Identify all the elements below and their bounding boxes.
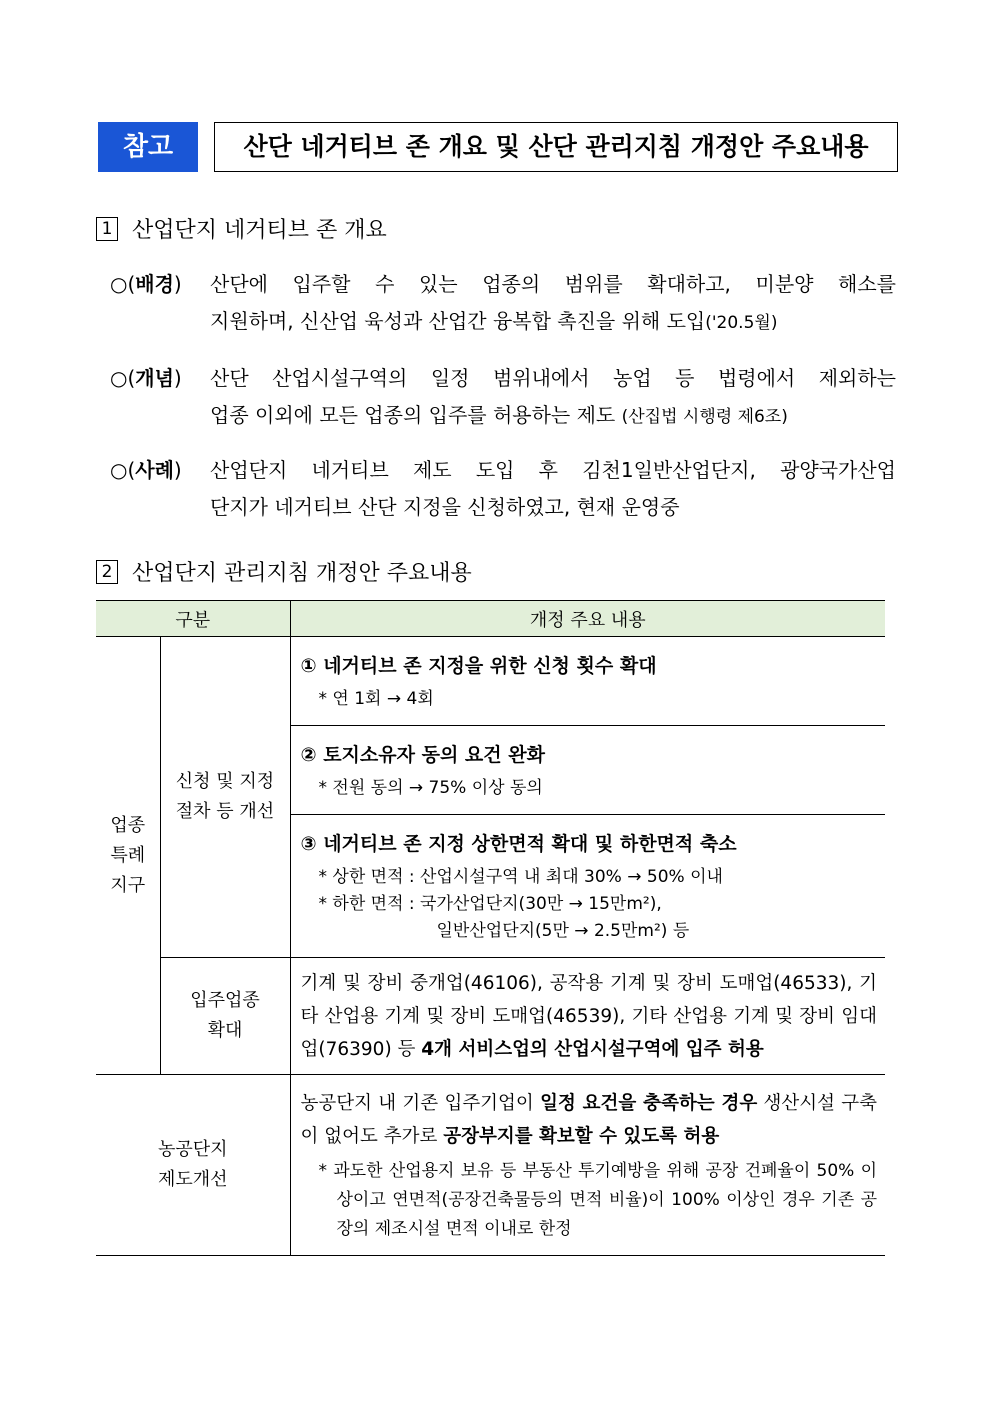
reference-badge: 참고 xyxy=(98,122,198,172)
bullet-background xyxy=(110,266,896,342)
section-2-heading xyxy=(96,556,472,587)
page-title: 산단 네거티브 존 개요 및 산단 관리지침 개정안 주요내용 xyxy=(214,122,898,172)
bullet-label: ○(사례) xyxy=(110,458,182,482)
section-number: 1 xyxy=(96,217,118,241)
header-content: 개정 주요 내용 xyxy=(290,601,885,637)
item-consent-requirement: ② 토지소유자 동의 요건 완화 * 전원 동의 → 75% 이상 동의 xyxy=(290,726,885,815)
industry-expansion-text: 기계 및 장비 중개업(46106), 공작용 기계 및 장비 도매업(46533), 기타 산업용 기계 및 장비 도매업(46539), 기타 산업용 기계 및 장비 임대업(76390) 등 4개 서비스업의 산업시설구역에 입주 허용 xyxy=(290,958,885,1075)
item-area-limit: ③ 네거티브 존 지정 상한면적 확대 및 하한면적 축소 * 상한 면적 : 산업시설구역 내 최대 30% → 50% 이내 * 하한 면적 : 국가산업단지(30만 → 15만m²), 일반산업단지(5만 → 2.5만m²) 등 xyxy=(290,815,885,958)
group-agro-industrial-label: 농공단지 제도개선 xyxy=(96,1075,290,1256)
amendment-table xyxy=(96,600,885,1256)
section-1-heading xyxy=(96,213,387,244)
bullet-text: 산단 산업시설구역의 일정 범위내에서 농업 등 법령에서 제외하는 업종 이외에 모든 업종의 입주를 허용하는 제도 (산집법 시행령 제6조) xyxy=(210,366,896,427)
sub-procedure-label: 신청 및 지정 절차 등 개선 xyxy=(160,637,290,958)
bullet-text: 산업단지 네거티브 제도 도입 후 김천1일반산업단지, 광양국가산업 단지가 네거티브 산단 지정을 신청하였고, 현재 운영중 xyxy=(210,458,896,519)
section-title: 산업단지 관리지침 개정안 주요내용 xyxy=(132,561,472,586)
agro-industrial-text: 농공단지 내 기존 입주기업이 일정 요건을 충족하는 경우 생산시설 구축이 없어도 추가로 공장부지를 확보할 수 있도록 허용 * 과도한 산업용지 보유 등 부동산 투기예방을 위해 공장 건폐율이 50% 이상이고 연면적(공장건축물등의 면적 비율)이 100% 이상인 경우 기존 공장의 제조시설 면적 이내로 한정 xyxy=(290,1075,885,1256)
bullet-text: 산단에 입주할 수 있는 업종의 범위를 확대하고, 미분양 해소를 지원하며, 신산업 육성과 산업간 융복합 촉진을 위해 도입('20.5월) xyxy=(210,272,896,333)
group-industry-zone-label: 업종 특례 지구 xyxy=(96,637,160,1075)
bullet-label: ○(개념) xyxy=(110,366,182,390)
sub-industry-expansion-label: 입주업종 확대 xyxy=(160,958,290,1075)
section-title: 산업단지 네거티브 존 개요 xyxy=(132,218,387,243)
section-number: 2 xyxy=(96,560,118,584)
item-application-count: ① 네거티브 존 지정을 위한 신청 횟수 확대 * 연 1회 → 4회 xyxy=(290,637,885,726)
bullet-concept xyxy=(110,360,896,436)
bullet-label: ○(배경) xyxy=(110,272,182,296)
page-header xyxy=(98,122,898,172)
bullet-case xyxy=(110,452,896,526)
header-category: 구분 xyxy=(96,601,290,637)
